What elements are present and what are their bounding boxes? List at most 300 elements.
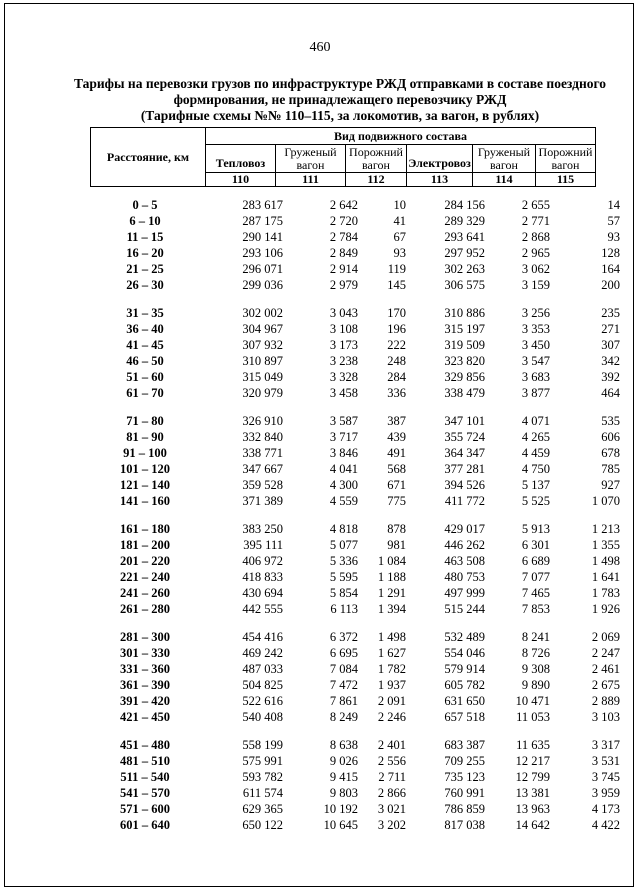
distance-cell: 81 – 90 [126,430,164,444]
locomotive-diesel-cell: 395 111 [243,538,283,552]
locomotive-electric-cell: 760 991 [444,786,485,800]
empty-wagon-cell: 775 [387,494,406,508]
loaded-wagon-2-cell: 5 913 [521,522,550,536]
table-row [0,338,640,354]
empty-wagon-2-cell: 785 [601,462,620,476]
empty-wagon-cell: 170 [387,306,406,320]
distance-cell: 6 – 10 [129,214,161,228]
locomotive-diesel-cell: 302 002 [242,306,283,320]
loaded-wagon-2-cell: 3 877 [521,386,550,400]
locomotive-electric-cell: 605 782 [444,678,485,692]
row-group [0,306,640,402]
empty-wagon-cell: 1 394 [377,602,406,616]
locomotive-diesel-cell: 575 991 [242,754,283,768]
distance-cell: 541 – 570 [120,786,170,800]
empty-wagon-2-cell: 3 959 [591,786,620,800]
locomotive-electric-cell: 310 886 [444,306,485,320]
loaded-wagon-cell: 2 642 [329,198,358,212]
loaded-wagon-cell: 4 300 [329,478,358,492]
table-row [0,786,640,802]
table-row [0,370,640,386]
locomotive-electric-cell: 786 859 [444,802,485,816]
empty-wagon-cell: 568 [387,462,406,476]
loaded-wagon-2-cell: 13 381 [515,786,550,800]
loaded-wagon-2-cell: 5 525 [521,494,550,508]
locomotive-electric-cell: 364 347 [444,446,485,460]
empty-wagon-2-cell: 1 498 [591,554,620,568]
loaded-wagon-cell: 5 336 [329,554,358,568]
locomotive-diesel-cell: 326 910 [242,414,283,428]
empty-wagon-2-cell: 2 069 [591,630,620,644]
row-group [0,738,640,834]
row-group [0,414,640,510]
distance-cell: 511 – 540 [120,770,170,784]
empty-wagon-cell: 3 021 [377,802,406,816]
empty-wagon-cell: 1 084 [377,554,406,568]
loaded-wagon-2-cell: 3 683 [521,370,550,384]
loaded-wagon-cell: 3 328 [329,370,358,384]
locomotive-diesel-cell: 469 242 [242,646,283,660]
loaded-wagon-cell: 7 861 [329,694,358,708]
distance-cell: 71 – 80 [126,414,164,428]
distance-cell: 571 – 600 [120,802,170,816]
empty-wagon-2-cell: 535 [601,414,620,428]
distance-cell: 421 – 450 [120,710,170,724]
locomotive-electric-cell: 319 509 [444,338,485,352]
empty-wagon-cell: 67 [393,230,406,244]
locomotive-diesel-cell: 593 782 [242,770,283,784]
locomotive-diesel-cell: 332 840 [242,430,283,444]
empty-wagon-2-cell: 392 [601,370,620,384]
distance-cell: 201 – 220 [120,554,170,568]
empty-wagon-2-cell: 927 [601,478,620,492]
page-number: 460 [309,40,331,55]
distance-cell: 451 – 480 [120,738,170,752]
empty-wagon-cell: 284 [387,370,406,384]
locomotive-electric-cell: 497 999 [444,586,485,600]
col-header-empty-wagon: Порожний вагон [345,144,407,173]
distance-cell: 601 – 640 [120,818,170,832]
locomotive-electric-cell: 554 046 [444,646,485,660]
table-row [0,262,640,278]
table-row [0,230,640,246]
empty-wagon-2-cell: 2 247 [591,646,620,660]
empty-wagon-2-cell: 606 [601,430,620,444]
table-row [0,738,640,754]
locomotive-electric-cell: 306 575 [444,278,485,292]
distance-cell: 46 – 50 [126,354,164,368]
locomotive-diesel-cell: 347 667 [242,462,283,476]
distance-cell: 101 – 120 [120,462,170,476]
distance-cell: 141 – 160 [120,494,170,508]
distance-cell: 121 – 140 [120,478,170,492]
loaded-wagon-2-cell: 3 256 [521,306,550,320]
locomotive-diesel-cell: 293 106 [242,246,283,260]
rolling-stock-header: Вид подвижного состава [205,127,596,145]
loaded-wagon-2-cell: 2 965 [521,246,550,260]
empty-wagon-2-cell: 128 [601,246,620,260]
col-header-loaded-wagon-2: Груженый вагон [472,144,536,173]
empty-wagon-2-cell: 307 [601,338,620,352]
empty-wagon-2-cell: 342 [601,354,620,368]
loaded-wagon-2-cell: 9 890 [521,678,550,692]
table-row [0,570,640,586]
locomotive-electric-cell: 657 518 [444,710,485,724]
empty-wagon-2-cell: 678 [601,446,620,460]
empty-wagon-2-cell: 164 [601,262,620,276]
locomotive-diesel-cell: 307 932 [242,338,283,352]
empty-wagon-cell: 1 188 [377,570,406,584]
loaded-wagon-2-cell: 7 077 [521,570,550,584]
loaded-wagon-2-cell: 9 308 [521,662,550,676]
table-row [0,662,640,678]
empty-wagon-cell: 2 866 [377,786,406,800]
distance-cell: 91 – 100 [123,446,167,460]
locomotive-electric-cell: 289 329 [444,214,485,228]
locomotive-electric-cell: 297 952 [444,246,485,260]
empty-wagon-cell: 336 [387,386,406,400]
locomotive-electric-cell: 355 724 [444,430,485,444]
empty-wagon-2-cell: 57 [607,214,620,228]
table-row [0,214,640,230]
table-row [0,554,640,570]
empty-wagon-2-cell: 464 [601,386,620,400]
locomotive-diesel-cell: 287 175 [242,214,283,228]
loaded-wagon-cell: 5 595 [329,570,358,584]
title-line-2: формирования, не принадлежащего перевозчику РЖД [173,92,507,107]
distance-cell: 61 – 70 [126,386,164,400]
locomotive-diesel-cell: 290 141 [242,230,283,244]
locomotive-diesel-cell: 540 408 [242,710,283,724]
col-code-114: 114 [472,172,536,187]
locomotive-diesel-cell: 304 967 [242,322,283,336]
table-row [0,770,640,786]
distance-cell: 391 – 420 [120,694,170,708]
table-header [90,127,596,187]
table-row [0,478,640,494]
locomotive-electric-cell: 293 641 [444,230,485,244]
col-code-112: 112 [345,172,407,187]
table-row [0,602,640,618]
table-row [0,538,640,554]
locomotive-electric-cell: 463 508 [444,554,485,568]
table-row [0,462,640,478]
locomotive-diesel-cell: 299 036 [242,278,283,292]
locomotive-electric-cell: 735 123 [444,770,485,784]
loaded-wagon-cell: 9 026 [329,754,358,768]
empty-wagon-2-cell: 2 675 [591,678,620,692]
locomotive-electric-cell: 709 255 [444,754,485,768]
loaded-wagon-2-cell: 2 868 [521,230,550,244]
locomotive-diesel-cell: 296 071 [242,262,283,276]
empty-wagon-2-cell: 2 461 [591,662,620,676]
loaded-wagon-cell: 3 717 [329,430,358,444]
table-row [0,630,640,646]
empty-wagon-2-cell: 3 103 [591,710,620,724]
col-code-110: 110 [205,172,276,187]
distance-cell: 281 – 300 [120,630,170,644]
loaded-wagon-2-cell: 7 853 [521,602,550,616]
locomotive-diesel-cell: 504 825 [242,678,283,692]
empty-wagon-2-cell: 3 317 [591,738,620,752]
empty-wagon-cell: 2 556 [377,754,406,768]
locomotive-electric-cell: 631 650 [444,694,485,708]
table-row [0,306,640,322]
locomotive-diesel-cell: 315 049 [242,370,283,384]
loaded-wagon-2-cell: 3 450 [521,338,550,352]
locomotive-electric-cell: 532 489 [444,630,485,644]
table-row [0,386,640,402]
empty-wagon-cell: 145 [387,278,406,292]
empty-wagon-cell: 119 [387,262,406,276]
empty-wagon-cell: 222 [387,338,406,352]
empty-wagon-cell: 1 782 [377,662,406,676]
loaded-wagon-2-cell: 11 053 [516,710,550,724]
table-row [0,354,640,370]
distance-cell: 261 – 280 [120,602,170,616]
empty-wagon-cell: 41 [393,214,406,228]
empty-wagon-2-cell: 1 641 [591,570,620,584]
loaded-wagon-cell: 6 695 [329,646,358,660]
table-row [0,754,640,770]
empty-wagon-cell: 93 [393,246,406,260]
table-row [0,322,640,338]
distance-cell: 221 – 240 [120,570,170,584]
empty-wagon-2-cell: 1 213 [591,522,620,536]
empty-wagon-cell: 1 937 [377,678,406,692]
table-row [0,278,640,294]
locomotive-electric-cell: 302 263 [444,262,485,276]
loaded-wagon-2-cell: 14 642 [515,818,550,832]
col-code-115: 115 [535,172,596,187]
locomotive-electric-cell: 347 101 [444,414,485,428]
loaded-wagon-2-cell: 7 465 [521,586,550,600]
loaded-wagon-cell: 8 638 [329,738,358,752]
tariff-table-body [0,198,640,846]
empty-wagon-2-cell: 3 531 [591,754,620,768]
empty-wagon-cell: 1 498 [377,630,406,644]
empty-wagon-2-cell: 3 745 [591,770,620,784]
locomotive-electric-cell: 515 244 [444,602,485,616]
empty-wagon-2-cell: 1 783 [591,586,620,600]
empty-wagon-cell: 2 401 [377,738,406,752]
locomotive-diesel-cell: 383 250 [242,522,283,536]
loaded-wagon-2-cell: 8 241 [521,630,550,644]
loaded-wagon-2-cell: 6 301 [521,538,550,552]
loaded-wagon-cell: 6 113 [330,602,358,616]
empty-wagon-cell: 2 711 [378,770,406,784]
table-row [0,802,640,818]
loaded-wagon-cell: 10 645 [323,818,358,832]
loaded-wagon-2-cell: 6 689 [521,554,550,568]
table-row [0,414,640,430]
col-header-loaded-wagon: Груженый вагон [275,144,346,173]
loaded-wagon-2-cell: 12 217 [515,754,550,768]
empty-wagon-cell: 878 [387,522,406,536]
locomotive-diesel-cell: 558 199 [242,738,283,752]
empty-wagon-2-cell: 1 355 [591,538,620,552]
table-row [0,586,640,602]
locomotive-diesel-cell: 359 528 [242,478,283,492]
locomotive-electric-cell: 579 914 [444,662,485,676]
locomotive-diesel-cell: 310 897 [242,354,283,368]
col-header-locomotive-diesel: Тепловоз [205,144,276,173]
distance-cell: 241 – 260 [120,586,170,600]
loaded-wagon-cell: 3 173 [329,338,358,352]
table-row [0,818,640,834]
loaded-wagon-cell: 9 803 [329,786,358,800]
locomotive-diesel-cell: 629 365 [242,802,283,816]
loaded-wagon-2-cell: 4 071 [521,414,550,428]
loaded-wagon-2-cell: 2 655 [521,198,550,212]
table-row [0,494,640,510]
distance-cell: 16 – 20 [126,246,164,260]
locomotive-electric-cell: 284 156 [444,198,485,212]
loaded-wagon-cell: 4 818 [329,522,358,536]
loaded-wagon-cell: 5 854 [329,586,358,600]
table-row [0,646,640,662]
loaded-wagon-cell: 9 415 [329,770,358,784]
empty-wagon-cell: 439 [387,430,406,444]
empty-wagon-cell: 2 246 [377,710,406,724]
empty-wagon-cell: 491 [387,446,406,460]
table-row [0,198,640,214]
distance-cell: 26 – 30 [126,278,164,292]
distance-cell: 31 – 35 [126,306,164,320]
locomotive-diesel-cell: 430 694 [242,586,283,600]
loaded-wagon-cell: 4 559 [329,494,358,508]
empty-wagon-2-cell: 4 173 [591,802,620,816]
locomotive-electric-cell: 817 038 [444,818,485,832]
loaded-wagon-cell: 2 914 [329,262,358,276]
empty-wagon-cell: 10 [393,198,406,212]
loaded-wagon-cell: 2 784 [329,230,358,244]
loaded-wagon-2-cell: 12 799 [515,770,550,784]
locomotive-diesel-cell: 406 972 [242,554,283,568]
distance-cell: 21 – 25 [126,262,164,276]
loaded-wagon-2-cell: 3 547 [521,354,550,368]
table-row [0,694,640,710]
locomotive-diesel-cell: 283 617 [242,198,283,212]
loaded-wagon-cell: 3 238 [329,354,358,368]
row-group [0,198,640,294]
loaded-wagon-cell: 4 041 [329,462,358,476]
col-header-locomotive-electric: Электровоз [406,144,473,173]
empty-wagon-cell: 1 627 [377,646,406,660]
distance-cell: 301 – 330 [120,646,170,660]
table-row [0,246,640,262]
row-group [0,522,640,618]
loaded-wagon-2-cell: 8 726 [521,646,550,660]
empty-wagon-2-cell: 200 [601,278,620,292]
table-row [0,430,640,446]
locomotive-diesel-cell: 371 389 [242,494,283,508]
locomotive-electric-cell: 315 197 [444,322,485,336]
locomotive-electric-cell: 683 387 [444,738,485,752]
empty-wagon-cell: 671 [387,478,406,492]
title-line-1: Тарифы на перевозки грузов по инфраструктуре РЖД отправками в составе поездного [73,76,607,91]
loaded-wagon-cell: 3 587 [329,414,358,428]
empty-wagon-2-cell: 235 [601,306,620,320]
loaded-wagon-2-cell: 2 771 [521,214,550,228]
locomotive-diesel-cell: 487 033 [242,662,283,676]
locomotive-electric-cell: 329 856 [444,370,485,384]
empty-wagon-2-cell: 14 [607,198,620,212]
empty-wagon-cell: 1 291 [377,586,406,600]
locomotive-electric-cell: 323 820 [444,354,485,368]
loaded-wagon-2-cell: 10 471 [515,694,550,708]
col-header-empty-wagon-2: Порожний вагон [535,144,596,173]
distance-cell: 331 – 360 [120,662,170,676]
empty-wagon-2-cell: 2 889 [591,694,620,708]
locomotive-diesel-cell: 338 771 [242,446,283,460]
title-line-3: (Тарифные схемы №№ 110–115, за локомотив, за вагон, в рублях) [140,108,540,123]
empty-wagon-cell: 3 202 [377,818,406,832]
loaded-wagon-2-cell: 11 635 [516,738,550,752]
loaded-wagon-cell: 2 849 [329,246,358,260]
loaded-wagon-cell: 3 846 [329,446,358,460]
table-row [0,710,640,726]
empty-wagon-cell: 196 [387,322,406,336]
loaded-wagon-2-cell: 5 137 [521,478,550,492]
locomotive-electric-cell: 394 526 [444,478,485,492]
distance-cell: 161 – 180 [120,522,170,536]
loaded-wagon-2-cell: 4 750 [521,462,550,476]
locomotive-diesel-cell: 611 574 [242,786,283,800]
locomotive-electric-cell: 480 753 [444,570,485,584]
loaded-wagon-cell: 2 979 [329,278,358,292]
loaded-wagon-cell: 5 077 [329,538,358,552]
distance-header: Расстояние, км [90,127,206,187]
distance-cell: 481 – 510 [120,754,170,768]
document-title [60,76,620,124]
locomotive-diesel-cell: 320 979 [242,386,283,400]
locomotive-electric-cell: 338 479 [444,386,485,400]
col-code-111: 111 [275,172,346,187]
loaded-wagon-2-cell: 4 459 [521,446,550,460]
loaded-wagon-cell: 8 249 [329,710,358,724]
loaded-wagon-cell: 7 472 [329,678,358,692]
locomotive-electric-cell: 411 772 [444,494,485,508]
loaded-wagon-2-cell: 3 062 [521,262,550,276]
loaded-wagon-cell: 2 720 [329,214,358,228]
empty-wagon-2-cell: 1 070 [591,494,620,508]
locomotive-diesel-cell: 454 416 [242,630,283,644]
distance-cell: 41 – 45 [126,338,164,352]
empty-wagon-cell: 248 [387,354,406,368]
loaded-wagon-cell: 6 372 [329,630,358,644]
col-code-113: 113 [406,172,473,187]
distance-cell: 51 – 60 [126,370,164,384]
distance-cell: 181 – 200 [120,538,170,552]
empty-wagon-2-cell: 1 926 [591,602,620,616]
empty-wagon-2-cell: 93 [607,230,620,244]
locomotive-diesel-cell: 442 555 [242,602,283,616]
loaded-wagon-2-cell: 3 159 [521,278,550,292]
loaded-wagon-2-cell: 13 963 [515,802,550,816]
table-row [0,678,640,694]
loaded-wagon-cell: 3 043 [329,306,358,320]
loaded-wagon-cell: 7 084 [329,662,358,676]
locomotive-electric-cell: 429 017 [444,522,485,536]
empty-wagon-cell: 981 [387,538,406,552]
loaded-wagon-cell: 3 458 [329,386,358,400]
loaded-wagon-cell: 3 108 [329,322,358,336]
empty-wagon-2-cell: 271 [601,322,620,336]
table-row [0,522,640,538]
distance-cell: 11 – 15 [126,230,164,244]
empty-wagon-cell: 2 091 [377,694,406,708]
